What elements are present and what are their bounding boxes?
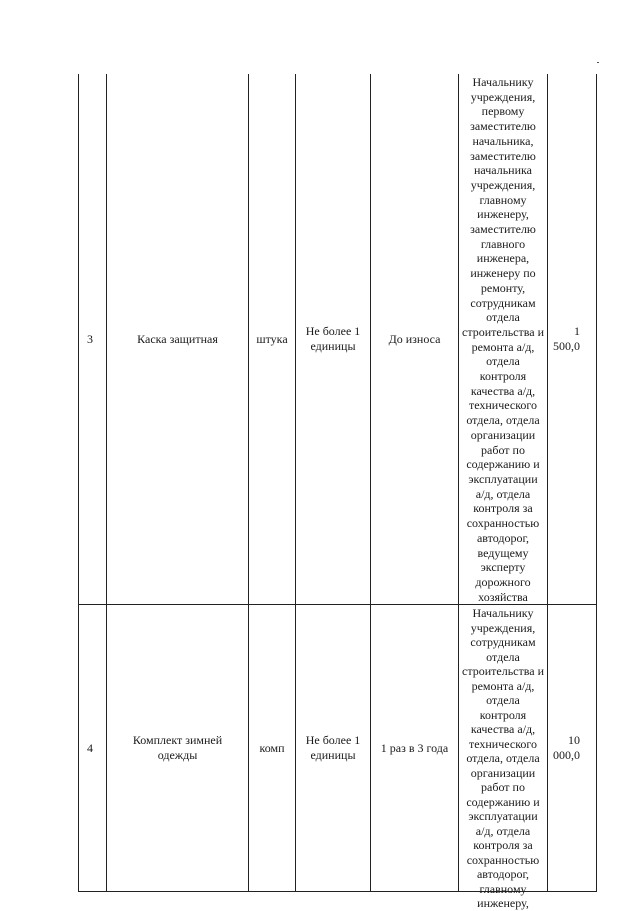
item-name: Каска защитная xyxy=(137,331,218,346)
recipients-cell xyxy=(459,74,548,605)
item-recipients: Начальнику учреждения, первому заместителю начальника, заместителю начальника учреждения, главному инженеру, заместителю главного инженера, инженеру по ремонту, сотрудникам отдела строительства и ремонта а/д, отдела контроля качества а/д, технического отдела, отдела организации работ по содержанию и эксплуатации а/д, отдела контроля за сохранностью автодорог, ведущему эксперту дорожного хозяйства xyxy=(462,75,544,604)
row-number: 4 xyxy=(87,740,93,755)
item-period: До износа xyxy=(388,331,441,346)
item-period: 1 раз в 3 года xyxy=(380,740,449,755)
row-number: 3 xyxy=(87,331,93,346)
price-cell xyxy=(548,74,597,605)
item-unit: штука xyxy=(256,331,288,346)
period-cell xyxy=(371,605,459,892)
item-quantity: Не более 1 единицы xyxy=(305,324,361,354)
item-name: Комплект зимней одежды xyxy=(132,733,223,763)
norms-table xyxy=(78,74,597,911)
row-number-cell xyxy=(79,605,107,892)
scan-speck xyxy=(597,62,599,63)
unit-cell xyxy=(249,605,296,892)
item-unit: комп xyxy=(259,740,285,755)
period-cell xyxy=(371,74,459,605)
item-price: 1 500,0 xyxy=(553,324,580,354)
item-price: 10 000,0 xyxy=(553,733,580,763)
quantity-cell xyxy=(296,74,371,605)
unit-cell xyxy=(249,74,296,605)
recipients-cell xyxy=(459,605,548,911)
table-row xyxy=(79,605,597,892)
quantity-cell xyxy=(296,605,371,892)
item-name-cell xyxy=(107,605,249,892)
price-cell xyxy=(548,605,597,892)
row-number-cell xyxy=(79,74,107,605)
item-name-cell xyxy=(107,74,249,605)
item-recipients: Начальнику учреждения, сотрудникам отдела строительства и ремонта а/д, отдела контроля качества а/д, технического отдела, отдела организации работ по содержанию и эксплуатации а/д, отдела контроля за сохранностью автодорог, главному инженеру, xyxy=(462,606,544,911)
table-row xyxy=(79,74,597,605)
item-quantity: Не более 1 единицы xyxy=(305,733,361,763)
